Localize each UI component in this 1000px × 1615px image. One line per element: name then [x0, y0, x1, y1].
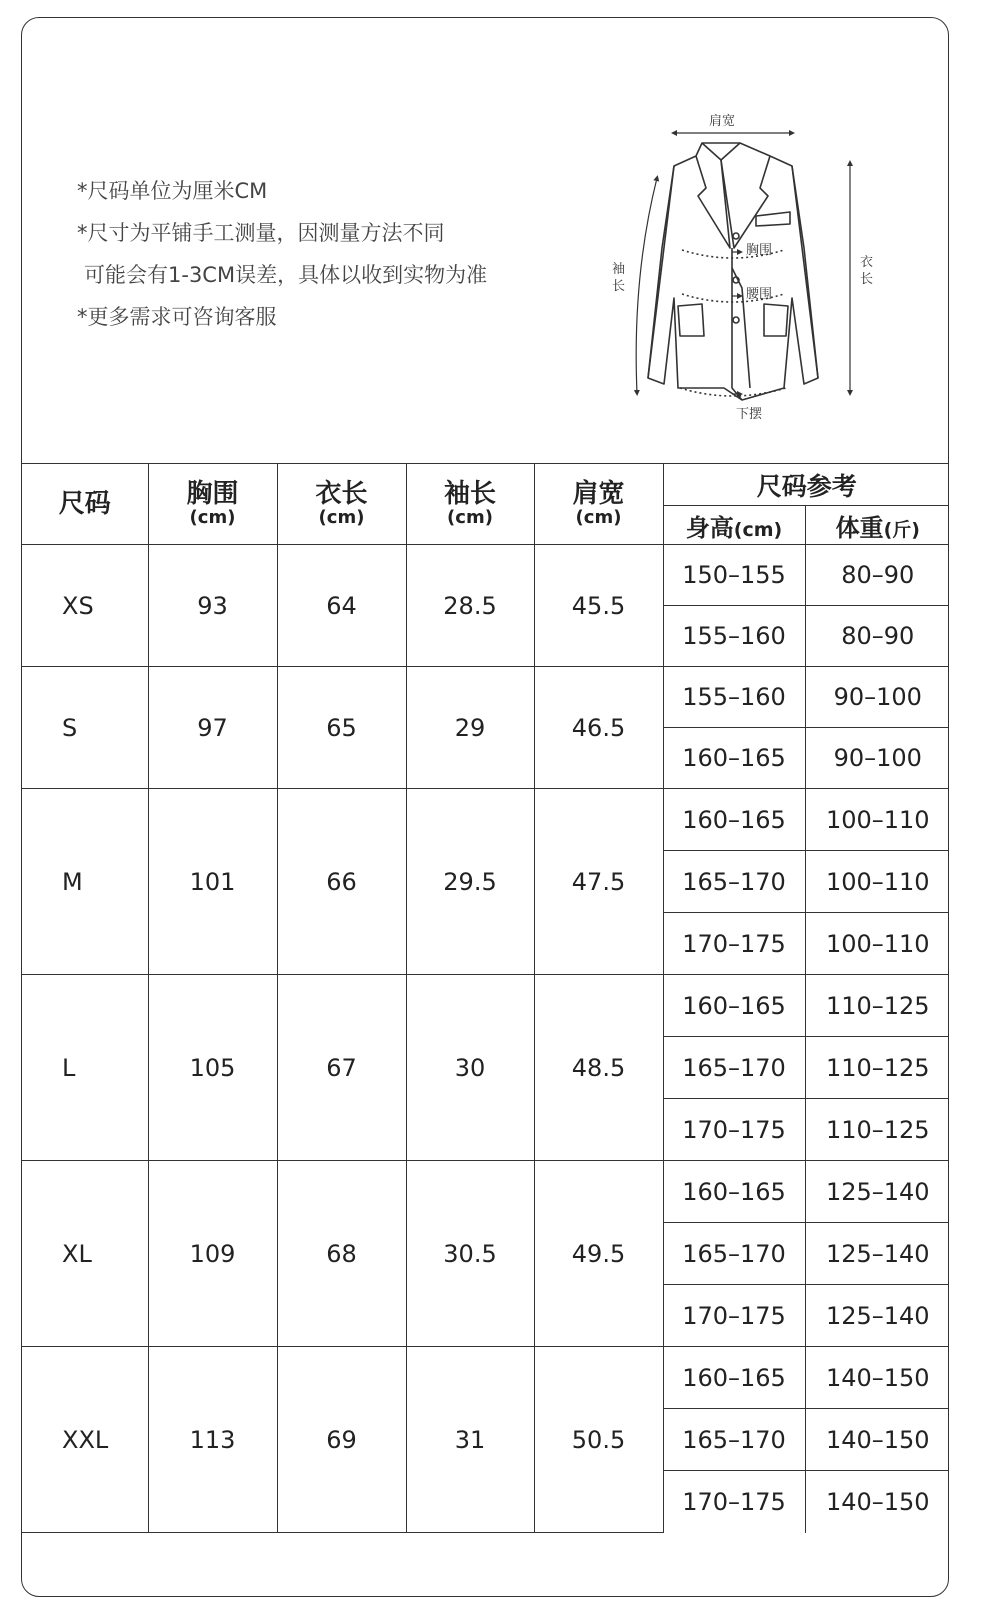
jacket-outline-icon — [582, 88, 882, 428]
hem-label: 下摆 — [736, 407, 763, 422]
note-line: *尺码单位为厘米CM — [77, 179, 268, 203]
table-row — [22, 789, 949, 851]
size-table — [22, 463, 949, 1533]
cell-ref-weight: 110–125 — [805, 1037, 949, 1099]
table-row — [22, 975, 949, 1037]
header-shoulder: 肩宽 (cm) — [534, 464, 663, 545]
cell-ref-weight: 100–110 — [805, 789, 949, 851]
waist-label: 腰围 — [746, 287, 773, 302]
cell-ref-weight: 140–150 — [805, 1471, 949, 1533]
table-row — [22, 1161, 949, 1223]
cell-ref-height: 160–165 — [663, 789, 805, 851]
note-line: 可能会有1-3CM误差，具体以收到实物为准 — [84, 263, 488, 287]
size-notes — [77, 170, 487, 338]
chest-label: 胸围 — [746, 243, 773, 258]
cell-ref-weight: 125–140 — [805, 1223, 949, 1285]
cell-sleeve: 30.5 — [406, 1161, 534, 1347]
cell-ref-weight: 90–100 — [805, 667, 949, 728]
header-sleeve: 袖长 (cm) — [406, 464, 534, 545]
cell-shoulder: 50.5 — [534, 1347, 663, 1533]
cell-ref-height: 155–160 — [663, 606, 805, 667]
cell-chest: 105 — [148, 975, 277, 1161]
cell-ref-weight: 100–110 — [805, 913, 949, 975]
cell-ref-height: 155–160 — [663, 667, 805, 728]
cell-length: 67 — [277, 975, 406, 1161]
shoulder-label: 肩宽 — [708, 114, 736, 129]
cell-shoulder: 45.5 — [534, 545, 663, 667]
cell-ref-weight: 100–110 — [805, 851, 949, 913]
cell-length: 66 — [277, 789, 406, 975]
cell-length: 68 — [277, 1161, 406, 1347]
cell-chest: 97 — [148, 667, 277, 789]
length-label: 长 — [860, 272, 874, 287]
cell-length: 64 — [277, 545, 406, 667]
cell-chest: 113 — [148, 1347, 277, 1533]
cell-chest: 101 — [148, 789, 277, 975]
cell-shoulder: 47.5 — [534, 789, 663, 975]
note-line: *更多需求可咨询客服 — [77, 305, 277, 329]
cell-size: M — [22, 789, 148, 975]
cell-shoulder: 49.5 — [534, 1161, 663, 1347]
header-chest: 胸围 (cm) — [148, 464, 277, 545]
cell-ref-weight: 125–140 — [805, 1161, 949, 1223]
header-height: 身高(cm) — [663, 506, 805, 545]
cell-ref-height: 150–155 — [663, 545, 805, 606]
cell-size: S — [22, 667, 148, 789]
table-row — [22, 667, 949, 728]
sleeve-label: 袖 — [612, 262, 626, 277]
cell-sleeve: 30 — [406, 975, 534, 1161]
cell-sleeve: 29.5 — [406, 789, 534, 975]
cell-ref-height: 160–165 — [663, 1347, 805, 1409]
cell-ref-weight: 140–150 — [805, 1347, 949, 1409]
table-row — [22, 1347, 949, 1409]
cell-size: L — [22, 975, 148, 1161]
cell-chest: 109 — [148, 1161, 277, 1347]
header-weight: 体重(斤) — [805, 506, 949, 545]
cell-chest: 93 — [148, 545, 277, 667]
cell-ref-height: 170–175 — [663, 1471, 805, 1533]
cell-size: XL — [22, 1161, 148, 1347]
cell-ref-weight: 80–90 — [805, 606, 949, 667]
cell-ref-weight: 110–125 — [805, 1099, 949, 1161]
cell-size: XS — [22, 545, 148, 667]
cell-ref-weight: 80–90 — [805, 545, 949, 606]
cell-ref-height: 165–170 — [663, 851, 805, 913]
cell-sleeve: 29 — [406, 667, 534, 789]
cell-ref-height: 170–175 — [663, 913, 805, 975]
cell-length: 69 — [277, 1347, 406, 1533]
sleeve-label: 长 — [612, 279, 626, 294]
cell-ref-height: 165–170 — [663, 1409, 805, 1471]
cell-ref-height: 160–165 — [663, 1161, 805, 1223]
cell-ref-weight: 140–150 — [805, 1409, 949, 1471]
header-reference: 尺码参考 — [663, 464, 949, 506]
header-length: 衣长 (cm) — [277, 464, 406, 545]
cell-length: 65 — [277, 667, 406, 789]
cell-ref-height: 165–170 — [663, 1037, 805, 1099]
size-chart-card — [21, 17, 949, 1597]
cell-sleeve: 28.5 — [406, 545, 534, 667]
cell-sleeve: 31 — [406, 1347, 534, 1533]
cell-ref-weight: 125–140 — [805, 1285, 949, 1347]
header-size: 尺码 — [22, 464, 148, 545]
cell-size: XXL — [22, 1347, 148, 1533]
cell-ref-weight: 110–125 — [805, 975, 949, 1037]
length-label: 衣 — [860, 255, 874, 270]
cell-ref-height: 165–170 — [663, 1223, 805, 1285]
cell-ref-height: 170–175 — [663, 1285, 805, 1347]
cell-ref-height: 160–165 — [663, 975, 805, 1037]
cell-shoulder: 48.5 — [534, 975, 663, 1161]
cell-ref-height: 170–175 — [663, 1099, 805, 1161]
cell-shoulder: 46.5 — [534, 667, 663, 789]
cell-ref-weight: 90–100 — [805, 728, 949, 789]
table-row — [22, 545, 949, 606]
cell-ref-height: 160–165 — [663, 728, 805, 789]
note-line: *尺寸为平铺手工测量，因测量方法不同 — [77, 221, 445, 245]
